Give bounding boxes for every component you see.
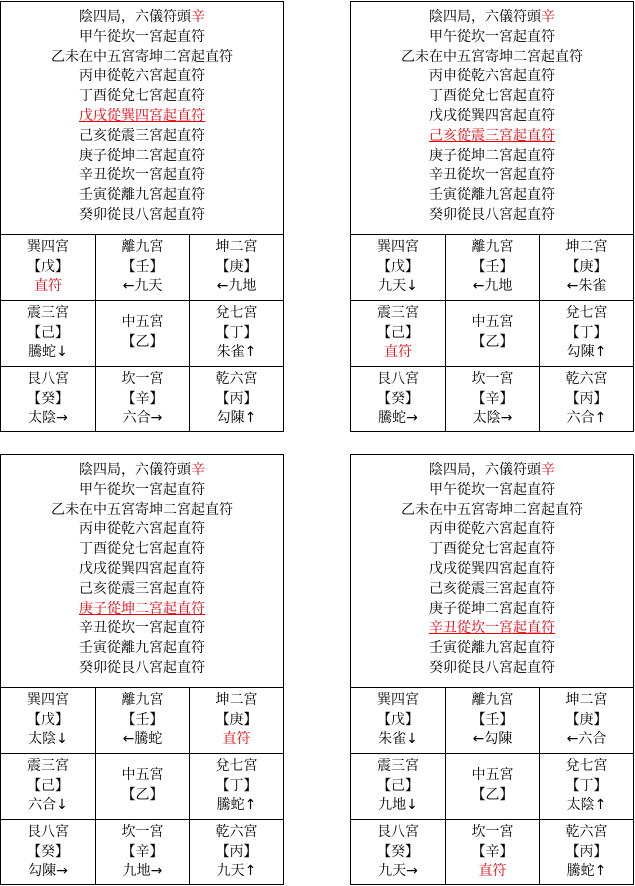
palace-cell xyxy=(540,820,633,884)
spirit-label: 太陰→ xyxy=(472,410,513,426)
spirit-label: 九天↑ xyxy=(216,863,257,879)
header-line: 辛丑從坎一宮起直符 xyxy=(79,167,205,184)
heavenly-stem: 【辛】 xyxy=(471,843,514,860)
title-highlight: 辛 xyxy=(541,462,555,478)
palace-cell xyxy=(446,235,540,301)
palace-cell xyxy=(446,367,540,431)
palace-name: 巽四宮 xyxy=(377,239,419,255)
heavenly-stem: 【己】 xyxy=(27,324,69,341)
header-line: 丙申從乾六宮起直符 xyxy=(79,68,205,85)
palace-cell xyxy=(1,754,96,820)
palace-cell xyxy=(190,820,283,884)
palace-name: 艮八宮 xyxy=(27,824,69,840)
spirit-label: 勾陳↑ xyxy=(216,410,257,426)
heavenly-stem: 【壬】 xyxy=(471,258,514,275)
heavenly-stem: 【乙】 xyxy=(471,786,514,803)
header-line: 癸卯從艮八宮起直符 xyxy=(429,659,555,676)
palace-cell xyxy=(446,688,540,754)
heavenly-stem: 【丁】 xyxy=(215,777,258,794)
header-line: 癸卯從艮八宮起直符 xyxy=(79,206,205,223)
heavenly-stem: 【丙】 xyxy=(565,843,608,860)
palace-name: 坤二宮 xyxy=(565,692,608,708)
spirit-label: 勾陳↑ xyxy=(566,344,607,360)
heavenly-stem: 【丙】 xyxy=(565,390,608,407)
heavenly-stem: 【己】 xyxy=(27,777,69,794)
palace-name: 兌七宮 xyxy=(215,758,258,774)
palace-name: 坤二宮 xyxy=(215,692,258,708)
heavenly-stem: 【辛】 xyxy=(471,390,514,407)
spirit-label: ←九天 xyxy=(122,278,163,294)
spirit-label: 直符 xyxy=(478,863,507,879)
palace-cell xyxy=(540,688,633,754)
palace-cell xyxy=(540,367,633,431)
header-line: 甲午從坎一宮起直符 xyxy=(79,481,205,498)
palace-cell xyxy=(190,301,283,367)
title-text: 陰四局，六儀符頭 xyxy=(429,9,541,25)
heavenly-stem: 【癸】 xyxy=(377,390,419,407)
header-line: 辛丑從坎一宮起直符 xyxy=(429,167,555,184)
palace-name: 中五宮 xyxy=(121,767,164,783)
header-title xyxy=(351,461,633,481)
palace-grid xyxy=(1,235,283,431)
chart-header xyxy=(1,455,283,688)
header-line: 己亥從震三宮起直符 xyxy=(429,127,555,144)
chart-header xyxy=(351,2,633,235)
heavenly-stem: 【辛】 xyxy=(121,390,164,407)
palace-cell xyxy=(1,820,96,884)
palace-name: 震三宮 xyxy=(27,758,69,774)
palace-name: 巽四宮 xyxy=(27,239,69,255)
heavenly-stem: 【己】 xyxy=(377,324,419,341)
spirit-label: 太陰↓ xyxy=(28,731,68,747)
spirit-label: 九天↓ xyxy=(378,278,418,294)
heavenly-stem: 【癸】 xyxy=(27,843,69,860)
palace-cell xyxy=(1,367,96,431)
heavenly-stem: 【乙】 xyxy=(471,333,514,350)
heavenly-stem: 【壬】 xyxy=(121,711,164,728)
spirit-label: 朱雀↑ xyxy=(216,344,257,360)
header-line: 甲午從坎一宮起直符 xyxy=(79,28,205,45)
palace-cell xyxy=(1,688,96,754)
heavenly-stem: 【丙】 xyxy=(215,843,258,860)
heavenly-stem: 【戊】 xyxy=(377,711,419,728)
palace-name: 兌七宮 xyxy=(565,758,608,774)
header-line: 庚子從坤二宮起直符 xyxy=(429,147,555,164)
header-line: 乙未在中五宮寄坤二宮起直符 xyxy=(51,501,233,518)
header-line: 己亥從震三宮起直符 xyxy=(79,127,205,144)
palace-cell xyxy=(96,688,190,754)
header-line: 庚子從坤二宮起直符 xyxy=(429,600,555,617)
heavenly-stem: 【庚】 xyxy=(215,258,258,275)
palace-cell xyxy=(96,367,190,431)
palace-name: 震三宮 xyxy=(27,305,69,321)
palace-cell xyxy=(1,301,96,367)
heavenly-stem: 【丁】 xyxy=(215,324,258,341)
header-line: 己亥從震三宮起直符 xyxy=(429,580,555,597)
heavenly-stem: 【丁】 xyxy=(565,777,608,794)
heavenly-stem: 【癸】 xyxy=(377,843,419,860)
palace-cell xyxy=(540,754,633,820)
header-line: 癸卯從艮八宮起直符 xyxy=(79,659,205,676)
palace-cell xyxy=(351,301,446,367)
palace-name: 巽四宮 xyxy=(377,692,419,708)
palace-cell xyxy=(446,301,540,367)
header-line: 戊戌從巽四宮起直符 xyxy=(79,560,205,577)
title-text: 陰四局，六儀符頭 xyxy=(79,9,191,25)
heavenly-stem: 【乙】 xyxy=(121,786,164,803)
palace-name: 兌七宮 xyxy=(565,305,608,321)
header-line: 丙申從乾六宮起直符 xyxy=(429,521,555,538)
chart-header xyxy=(1,2,283,235)
palace-cell xyxy=(351,820,446,884)
palace-cell xyxy=(351,688,446,754)
heavenly-stem: 【庚】 xyxy=(215,711,258,728)
palace-cell xyxy=(96,301,190,367)
palace-name: 乾六宮 xyxy=(565,824,608,840)
heavenly-stem: 【戊】 xyxy=(377,258,419,275)
heavenly-stem: 【癸】 xyxy=(27,390,69,407)
palace-grid xyxy=(1,688,283,884)
palace-cell xyxy=(190,754,283,820)
header-line: 乙未在中五宮寄坤二宮起直符 xyxy=(401,501,583,518)
spirit-label: 太陰→ xyxy=(28,410,68,426)
heavenly-stem: 【庚】 xyxy=(565,258,608,275)
heavenly-stem: 【辛】 xyxy=(121,843,164,860)
palace-name: 坎一宮 xyxy=(471,824,514,840)
palace-cell xyxy=(351,367,446,431)
header-line: 甲午從坎一宮起直符 xyxy=(429,28,555,45)
palace-name: 坤二宮 xyxy=(565,239,608,255)
spirit-label: 騰蛇→ xyxy=(378,410,418,426)
palace-cell xyxy=(96,235,190,301)
palace-name: 中五宮 xyxy=(471,767,514,783)
header-title xyxy=(351,8,633,28)
spirit-label: 直符 xyxy=(384,344,412,360)
heavenly-stem: 【庚】 xyxy=(565,711,608,728)
qimen-chart-panel xyxy=(0,1,284,432)
palace-cell xyxy=(351,235,446,301)
palace-grid xyxy=(351,688,633,884)
header-line: 甲午從坎一宮起直符 xyxy=(429,481,555,498)
spirit-label: ←九地 xyxy=(472,278,513,294)
palace-cell xyxy=(351,754,446,820)
header-line: 丙申從乾六宮起直符 xyxy=(79,521,205,538)
header-line: 乙未在中五宮寄坤二宮起直符 xyxy=(51,48,233,65)
spirit-label: 九地↓ xyxy=(378,797,418,813)
spirit-label: 六合↑ xyxy=(566,410,607,426)
palace-name: 巽四宮 xyxy=(27,692,69,708)
heavenly-stem: 【戊】 xyxy=(27,711,69,728)
palace-cell xyxy=(190,688,283,754)
header-line: 辛丑從坎一宮起直符 xyxy=(429,620,555,637)
spirit-label: 騰蛇↑ xyxy=(566,863,607,879)
spirit-label: 太陰↑ xyxy=(566,797,607,813)
palace-name: 坎一宮 xyxy=(121,824,164,840)
palace-name: 震三宮 xyxy=(377,758,419,774)
palace-cell xyxy=(540,301,633,367)
header-title xyxy=(1,8,283,28)
spirit-label: 騰蛇↓ xyxy=(28,344,68,360)
title-highlight: 辛 xyxy=(191,462,205,478)
spirit-label: 直符 xyxy=(222,731,251,747)
palace-name: 離九宮 xyxy=(471,239,514,255)
header-line: 戊戌從巽四宮起直符 xyxy=(429,107,555,124)
palace-name: 艮八宮 xyxy=(377,371,419,387)
palace-cell xyxy=(540,235,633,301)
palace-name: 離九宮 xyxy=(121,239,164,255)
spirit-label: 勾陳→ xyxy=(28,863,68,879)
palace-name: 中五宮 xyxy=(121,314,164,330)
palace-cell xyxy=(190,367,283,431)
palace-name: 震三宮 xyxy=(377,305,419,321)
header-line: 丁酉從兌七宮起直符 xyxy=(429,88,555,105)
spirit-label: ←六合 xyxy=(566,731,607,747)
palace-name: 離九宮 xyxy=(471,692,514,708)
header-line: 庚子從坤二宮起直符 xyxy=(79,147,205,164)
heavenly-stem: 【丙】 xyxy=(215,390,258,407)
header-line: 壬寅從離九宮起直符 xyxy=(79,640,205,657)
qimen-chart-panel xyxy=(350,1,634,432)
palace-name: 離九宮 xyxy=(121,692,164,708)
palace-name: 坤二宮 xyxy=(215,239,258,255)
header-line: 戊戌從巽四宮起直符 xyxy=(79,107,205,124)
header-line: 壬寅從離九宮起直符 xyxy=(79,187,205,204)
heavenly-stem: 【壬】 xyxy=(121,258,164,275)
chart-header xyxy=(351,455,633,688)
heavenly-stem: 【壬】 xyxy=(471,711,514,728)
spirit-label: 六合→ xyxy=(122,410,163,426)
spirit-label: 直符 xyxy=(34,278,62,294)
header-line: 丁酉從兌七宮起直符 xyxy=(79,541,205,558)
palace-cell xyxy=(1,235,96,301)
heavenly-stem: 【乙】 xyxy=(121,333,164,350)
palace-name: 中五宮 xyxy=(471,314,514,330)
palace-cell xyxy=(446,754,540,820)
title-highlight: 辛 xyxy=(191,9,205,25)
header-line: 庚子從坤二宮起直符 xyxy=(79,600,205,617)
palace-cell xyxy=(96,820,190,884)
header-line: 丁酉從兌七宮起直符 xyxy=(79,88,205,105)
header-line: 壬寅從離九宮起直符 xyxy=(429,640,555,657)
spirit-label: ←九地 xyxy=(216,278,257,294)
spirit-label: ←朱雀 xyxy=(566,278,607,294)
spirit-label: ←勾陳 xyxy=(472,731,513,747)
spirit-label: 騰蛇↑ xyxy=(216,797,257,813)
palace-cell xyxy=(446,820,540,884)
title-text: 陰四局，六儀符頭 xyxy=(79,462,191,478)
qimen-chart-panel xyxy=(0,454,284,885)
palace-name: 坎一宮 xyxy=(471,371,514,387)
heavenly-stem: 【丁】 xyxy=(565,324,608,341)
palace-name: 乾六宮 xyxy=(215,824,258,840)
qimen-chart-panel xyxy=(350,454,634,885)
palace-name: 艮八宮 xyxy=(27,371,69,387)
spirit-label: 九地→ xyxy=(122,863,163,879)
header-line: 壬寅從離九宮起直符 xyxy=(429,187,555,204)
header-line: 丁酉從兌七宮起直符 xyxy=(429,541,555,558)
header-line: 丙申從乾六宮起直符 xyxy=(429,68,555,85)
palace-grid xyxy=(351,235,633,431)
palace-cell xyxy=(96,754,190,820)
header-line: 辛丑從坎一宮起直符 xyxy=(79,620,205,637)
header-line: 乙未在中五宮寄坤二宮起直符 xyxy=(401,48,583,65)
title-highlight: 辛 xyxy=(541,9,555,25)
palace-name: 乾六宮 xyxy=(215,371,258,387)
spirit-label: 九天→ xyxy=(378,863,418,879)
spirit-label: ←騰蛇 xyxy=(122,731,163,747)
header-line: 戊戌從巽四宮起直符 xyxy=(429,560,555,577)
palace-name: 坎一宮 xyxy=(121,371,164,387)
spirit-label: 六合↓ xyxy=(28,797,68,813)
header-title xyxy=(1,461,283,481)
header-line: 癸卯從艮八宮起直符 xyxy=(429,206,555,223)
spirit-label: 朱雀↓ xyxy=(378,731,418,747)
heavenly-stem: 【己】 xyxy=(377,777,419,794)
palace-name: 乾六宮 xyxy=(565,371,608,387)
heavenly-stem: 【戊】 xyxy=(27,258,69,275)
header-line: 己亥從震三宮起直符 xyxy=(79,580,205,597)
title-text: 陰四局，六儀符頭 xyxy=(429,462,541,478)
palace-cell xyxy=(190,235,283,301)
palace-name: 艮八宮 xyxy=(377,824,419,840)
palace-name: 兌七宮 xyxy=(215,305,258,321)
